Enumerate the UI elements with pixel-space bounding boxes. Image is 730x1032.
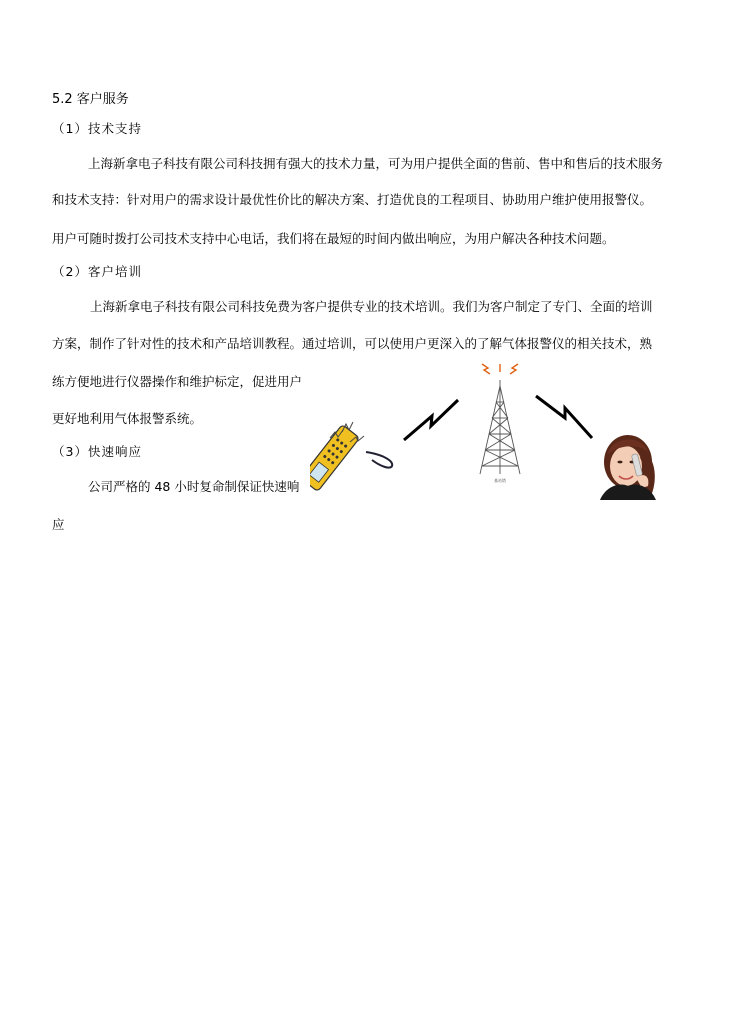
signal-bolt-icon — [536, 396, 592, 438]
phone-strap — [366, 452, 392, 468]
paragraph-line: 方案，制作了针对性的技术和产品培训教程。通过培训，可以使用户更深入的了解气体报警仪的相关技术，熟 — [52, 336, 653, 351]
tower-label: 基站塔 — [494, 478, 506, 483]
paragraph-line: 更好地利用气体报警系统。 — [52, 411, 203, 426]
heading-quick-response: （3）快速响应 — [52, 444, 142, 459]
mobile-phone-icon — [310, 424, 360, 501]
paragraph-line: 公司严格的 48 小时复命制保证快速响 — [88, 479, 300, 494]
paragraph-line: 用户可随时拨打公司技术支持中心电话，我们将在最短的时间内做出响应，为用户解决各种技术问题。 — [52, 231, 615, 246]
paragraph-line: 上海新拿电子科技有限公司科技拥有强大的技术力量，可为用户提供全面的售前、售中和售后的技术服务 — [88, 156, 664, 171]
paragraph-line: 和技术支持：针对用户的需求设计最优性价比的解决方案、打造优良的工程项目、协助用户维护使用报警仪。 — [52, 192, 653, 207]
paragraph-line: 应 — [52, 517, 65, 532]
heading-customer-training: （2）客户培训 — [52, 264, 142, 279]
transmission-spark-icon — [482, 364, 518, 374]
paragraph-line: 上海新拿电子科技有限公司科技免费为客户提供专业的技术培训。我们为客户制定了专门、全面的培训 — [90, 299, 653, 314]
section-title: 5.2 客户服务 — [52, 92, 129, 107]
heading-tech-support: （1）技术支持 — [52, 121, 142, 136]
radio-tower-icon — [480, 380, 520, 474]
woman-on-phone-image — [594, 428, 674, 500]
signal-bolt-icon — [404, 400, 458, 440]
paragraph-line: 练方便地进行仪器操作和维护标定，促进用户 — [52, 374, 303, 389]
communication-illustration — [310, 362, 680, 504]
